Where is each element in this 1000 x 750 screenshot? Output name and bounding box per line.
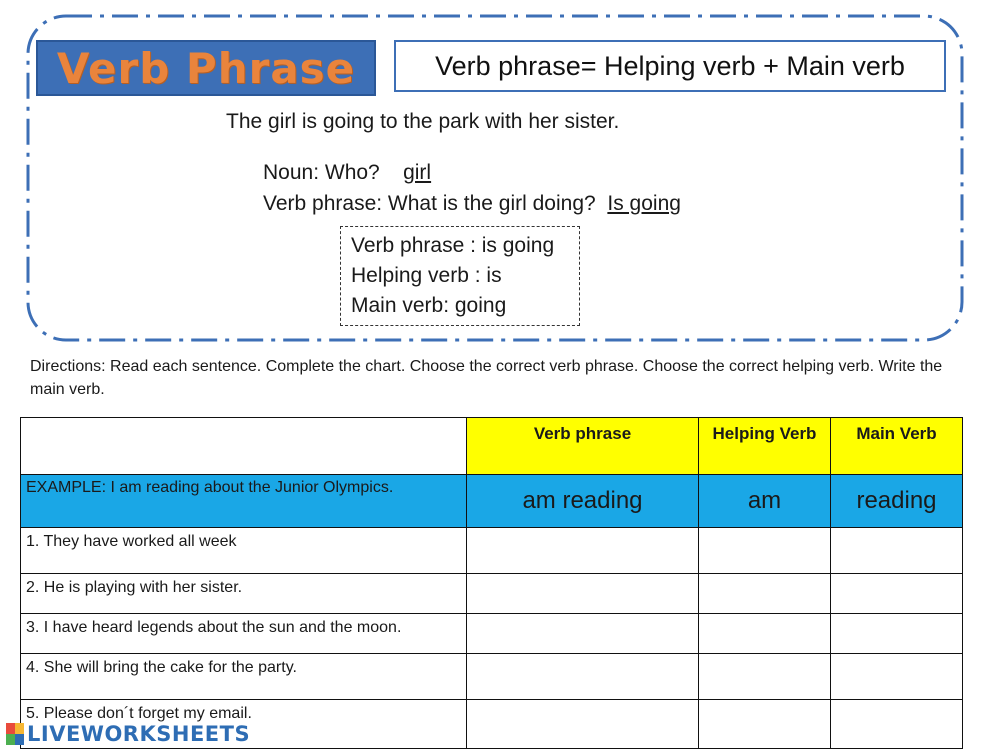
header-blank — [21, 418, 467, 475]
table-row — [21, 614, 963, 654]
answer-1-verb-phrase[interactable] — [467, 528, 699, 574]
page-title: Verb Phrase — [56, 43, 356, 93]
example-main-verb: reading — [831, 475, 963, 528]
header-verb-phrase: Verb phrase — [467, 418, 699, 475]
breakdown-main-verb: Main verb: going — [351, 294, 507, 317]
sentence-5: 5. Please don´t forget my email. — [21, 700, 467, 749]
breakdown-verb-phrase: Verb phrase : is going — [351, 234, 555, 257]
breakdown-box — [340, 226, 580, 326]
answer-4-helping-verb[interactable] — [699, 654, 831, 700]
formula-box: Verb phrase= Helping verb + Main verb — [394, 40, 946, 92]
sentence-3: 3. I have heard legends about the sun and the moon. — [21, 614, 467, 654]
answer-5-verb-phrase[interactable] — [467, 700, 699, 749]
liveworksheets-logo[interactable] — [6, 722, 250, 746]
answer-5-main-verb[interactable] — [831, 700, 963, 749]
verb-chart-table — [20, 417, 963, 749]
answer-5-helping-verb[interactable] — [699, 700, 831, 749]
answer-2-helping-verb[interactable] — [699, 574, 831, 614]
answer-2-verb-phrase[interactable] — [467, 574, 699, 614]
verb-phrase-line — [263, 192, 687, 216]
sentence-2: 2. He is playing with her sister. — [21, 574, 467, 614]
verb-phrase-answer: Is going — [607, 192, 681, 215]
verb-phrase-question: Verb phrase: What is the girl doing? — [263, 192, 596, 215]
directions: Directions: Read each sentence. Complete the chart. Choose the correct verb phrase. Choose the correct helping verb. Write the main verb. — [30, 358, 943, 398]
answer-4-verb-phrase[interactable] — [467, 654, 699, 700]
breakdown-helping-verb: Helping verb : is — [351, 264, 502, 287]
answer-3-main-verb[interactable] — [831, 614, 963, 654]
example-sentence-cell: EXAMPLE: I am reading about the Junior Olympics. — [21, 475, 467, 528]
example-helping-verb: am — [699, 475, 831, 528]
example-sentence: The girl is going to the park with her sister. — [226, 110, 620, 133]
table-row — [21, 528, 963, 574]
answer-1-helping-verb[interactable] — [699, 528, 831, 574]
answer-3-verb-phrase[interactable] — [467, 614, 699, 654]
table-row — [21, 654, 963, 700]
table-row — [21, 574, 963, 614]
example-verb-phrase: am reading — [467, 475, 699, 528]
sentence-4: 4. She will bring the cake for the party. — [21, 654, 467, 700]
answer-2-main-verb[interactable] — [831, 574, 963, 614]
noun-question: Noun: Who? — [263, 161, 380, 184]
noun-line — [263, 161, 431, 185]
header-main-verb: Main Verb — [831, 418, 963, 475]
header-helping-verb: Helping Verb — [699, 418, 831, 475]
title-banner — [36, 40, 376, 96]
table-header-row — [21, 418, 963, 475]
liveworksheets-icon — [6, 723, 24, 745]
answer-1-main-verb[interactable] — [831, 528, 963, 574]
answer-4-main-verb[interactable] — [831, 654, 963, 700]
brand-name: LIVEWORKSHEETS — [27, 722, 251, 746]
answer-3-helping-verb[interactable] — [699, 614, 831, 654]
sentence-1: 1. They have worked all week — [21, 528, 467, 574]
noun-answer: girl — [403, 161, 432, 184]
example-row — [21, 475, 963, 528]
